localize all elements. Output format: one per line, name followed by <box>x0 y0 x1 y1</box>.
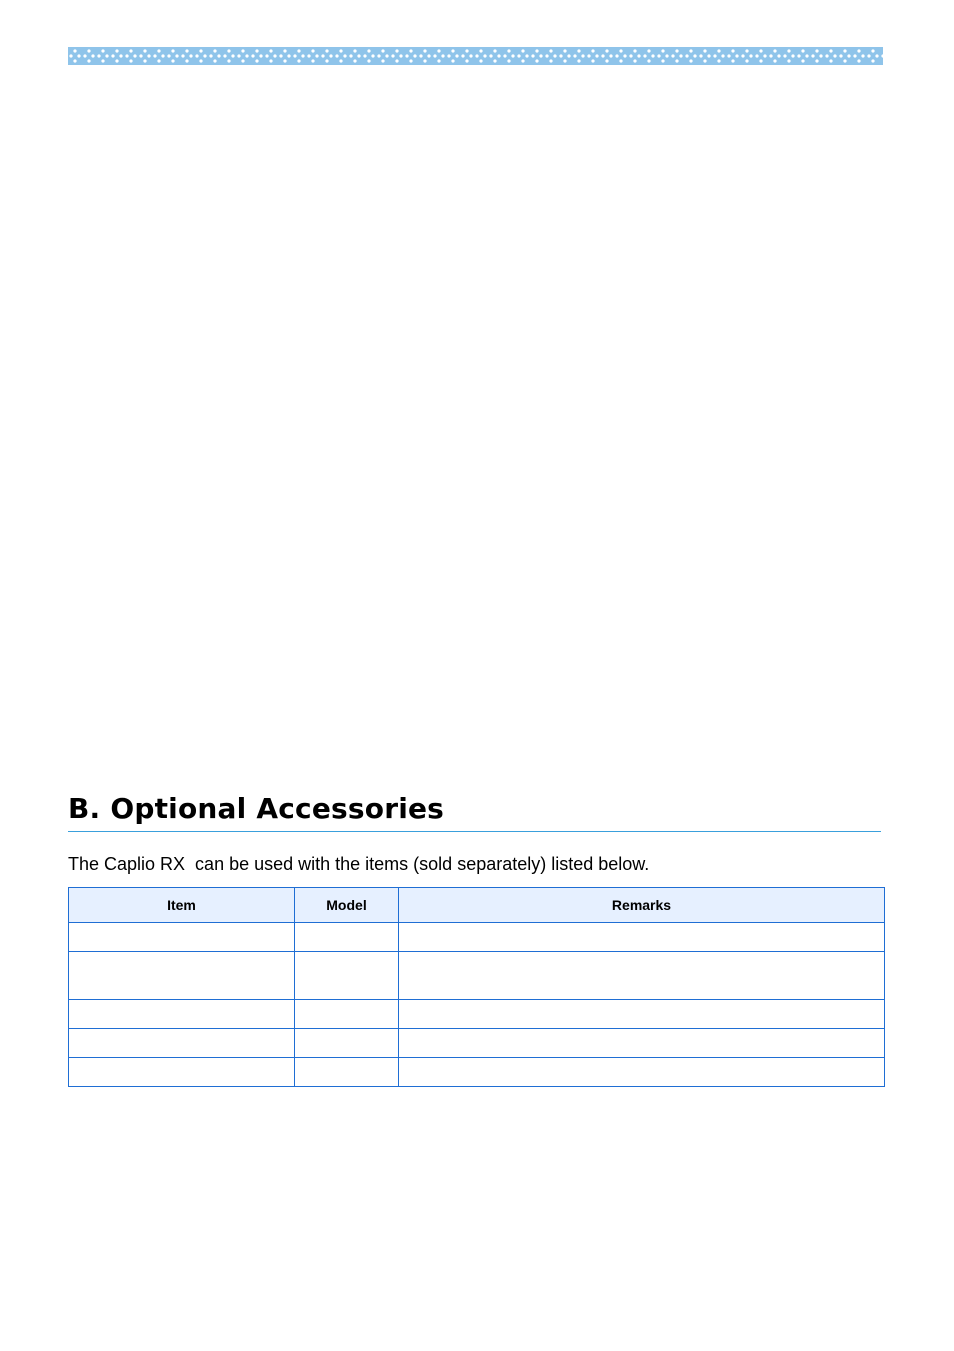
table-row <box>69 1000 885 1029</box>
cell-remarks <box>399 1000 885 1029</box>
section-title: B. Optional Accessories <box>68 792 445 825</box>
cell-model <box>295 1058 399 1087</box>
table-header-row <box>69 888 885 923</box>
cell-remarks <box>399 952 885 1000</box>
table-row <box>69 1029 885 1058</box>
column-header-remarks: Remarks <box>399 888 885 923</box>
cell-item <box>69 923 295 952</box>
column-header-item: Item <box>69 888 295 923</box>
cell-item <box>69 1058 295 1087</box>
cell-model <box>295 952 399 1000</box>
cell-model <box>295 1000 399 1029</box>
cell-model <box>295 1029 399 1058</box>
cell-remarks <box>399 923 885 952</box>
accessories-table <box>68 887 885 1087</box>
title-underline <box>68 831 881 832</box>
cell-item <box>69 1029 295 1058</box>
table-row <box>69 1058 885 1087</box>
table-row <box>69 923 885 952</box>
cell-item <box>69 952 295 1000</box>
table-row <box>69 952 885 1000</box>
cell-remarks <box>399 1029 885 1058</box>
cell-remarks <box>399 1058 885 1087</box>
intro-text: The Caplio RX can be used with the items (sold separately) listed below. <box>68 854 650 874</box>
cell-model <box>295 923 399 952</box>
cell-item <box>69 1000 295 1029</box>
decorative-header-band <box>68 47 883 65</box>
column-header-model: Model <box>295 888 399 923</box>
